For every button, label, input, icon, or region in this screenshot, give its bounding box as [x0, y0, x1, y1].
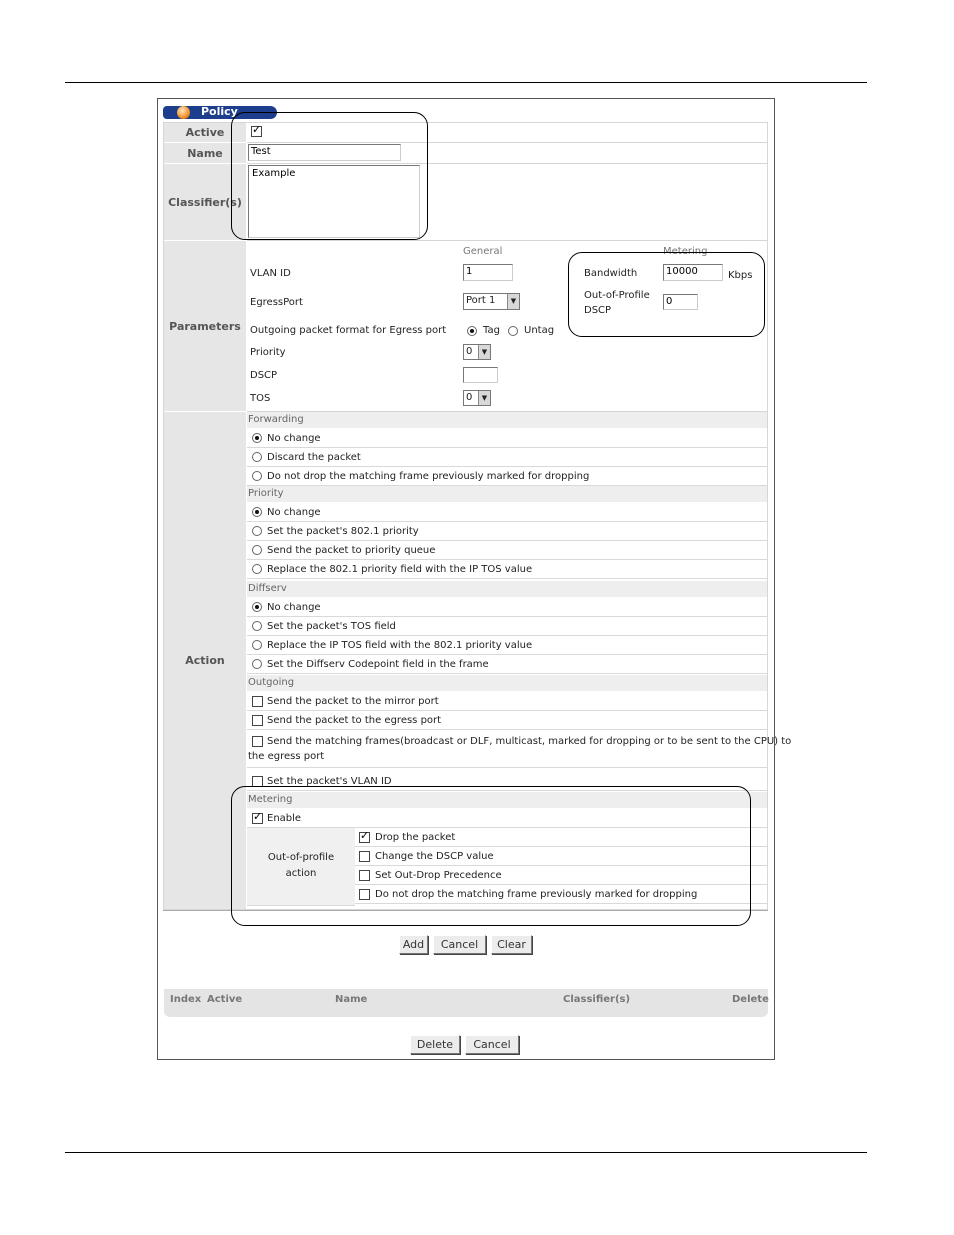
untag-radio[interactable] — [508, 326, 518, 336]
metering-section-header: Metering — [247, 792, 767, 808]
chevron-down-icon: ▼ — [478, 345, 490, 359]
diffserv-header: Diffserv — [247, 581, 767, 597]
metering-header: Metering — [663, 246, 708, 257]
row-divider — [247, 240, 767, 241]
priority-option-label: Set the packet's 802.1 priority — [267, 526, 419, 537]
diffserv-option-label: Set the Diffserv Codepoint field in the frame — [267, 659, 489, 670]
out-drop-precedence-checkbox[interactable] — [359, 870, 370, 881]
oop-dscp-input[interactable]: 0 — [663, 294, 698, 310]
diffserv-radio[interactable] — [252, 640, 262, 650]
outgoing-option-label: Send the packet to the egress port — [267, 715, 442, 726]
bandwidth-label: Bandwidth — [584, 268, 638, 279]
diffserv-option-row[interactable] — [247, 598, 767, 617]
dscp-input[interactable] — [463, 367, 498, 383]
policy-tab-title: Policy — [201, 105, 238, 118]
dscp-label: DSCP — [250, 370, 278, 381]
egress-port-label: EgressPort — [250, 297, 303, 308]
policy-tab — [163, 106, 277, 119]
classifier-option[interactable]: Example — [252, 168, 296, 179]
change-dscp-checkbox[interactable] — [359, 851, 370, 862]
policy-screen — [157, 98, 792, 1060]
classifiers-column-header: Classifier(s) — [563, 994, 631, 1005]
row-divider — [247, 163, 767, 164]
oop-action-label: Drop the packet — [375, 832, 456, 843]
priority-value: 0 — [466, 346, 473, 357]
outgoing-option-label-cont: the egress port — [248, 751, 325, 762]
forwarding-radio[interactable] — [252, 471, 262, 481]
oop-action-label: Do not drop the matching frame previously marked for dropping — [375, 889, 698, 900]
forwarding-header: Forwarding — [247, 412, 767, 428]
oop-action-row[interactable] — [355, 885, 767, 904]
name-input[interactable]: Test — [248, 144, 401, 161]
outgoing-option-label: Send the packet to the mirror port — [267, 696, 439, 707]
oop-action-label: Set Out-Drop Precedence — [375, 870, 502, 881]
index-column-header: Index — [170, 994, 202, 1005]
vlan-id-checkbox[interactable] — [252, 776, 263, 787]
forwarding-option-row[interactable] — [247, 429, 767, 448]
cancel-list-button[interactable]: Cancel — [465, 1035, 519, 1054]
outgoing-option-row[interactable] — [247, 692, 767, 711]
priority-option-label: No change — [267, 507, 321, 518]
name-label: Name — [164, 143, 246, 163]
diffserv-option-label: No change — [267, 602, 321, 613]
egress-port-value: Port 1 — [466, 295, 496, 306]
oop-dscp-label-1: Out-of-Profile — [584, 290, 650, 301]
priority-select[interactable] — [463, 344, 491, 360]
form-divider — [163, 910, 768, 911]
outgoing-option-row[interactable] — [247, 730, 792, 768]
tos-value: 0 — [466, 392, 473, 403]
diffserv-radio[interactable] — [252, 659, 262, 669]
metering-enable-label: Enable — [267, 813, 302, 824]
oop-action-label: Change the DSCP value — [375, 851, 494, 862]
oop-action-label-2: action — [285, 868, 317, 879]
diffserv-option-label: Set the packet's TOS field — [267, 621, 396, 632]
clear-button[interactable]: Clear — [491, 935, 532, 954]
top-rule — [65, 82, 867, 83]
forwarding-option-row[interactable] — [247, 448, 767, 467]
forwarding-option-label: No change — [267, 433, 321, 444]
bandwidth-input[interactable]: 10000 — [663, 264, 723, 281]
active-label: Active — [164, 123, 246, 142]
action-label: Action — [164, 412, 246, 909]
bandwidth-unit: Kbps — [728, 270, 753, 281]
vlan-id-label: VLAN ID — [250, 268, 291, 279]
priority-option-label: Send the packet to priority queue — [267, 545, 436, 556]
add-button[interactable]: Add — [399, 935, 428, 954]
forwarding-radio[interactable] — [252, 433, 262, 443]
active-column-header: Active — [207, 994, 243, 1005]
diffserv-radio[interactable] — [252, 602, 262, 612]
priority-radio[interactable] — [252, 564, 262, 574]
priority-header: Priority — [247, 486, 767, 502]
delete-column-header: Delete — [732, 994, 769, 1005]
tos-label: TOS — [250, 393, 271, 404]
forwarding-radio[interactable] — [252, 452, 262, 462]
vlan-id-input[interactable]: 1 — [463, 264, 513, 281]
priority-label: Priority — [250, 347, 286, 358]
priority-option-row[interactable] — [247, 522, 767, 541]
tos-select[interactable] — [463, 390, 491, 406]
row-divider — [247, 142, 767, 143]
outgoing-option-label: Send the matching frames(broadcast or DLF, multicast, marked for dropping or to be sent to the CPU) to — [267, 736, 792, 747]
priority-option-label: Replace the 802.1 priority field with the IP TOS value — [267, 564, 533, 575]
outgoing-option-row[interactable] — [247, 711, 767, 730]
policy-list-header — [164, 989, 768, 1017]
outgoing-format-label: Outgoing packet format for Egress port — [250, 325, 447, 336]
untag-label: Untag — [524, 325, 555, 336]
diffserv-option-label: Replace the IP TOS field with the 802.1 priority value — [267, 640, 533, 651]
oop-action-row[interactable] — [355, 828, 767, 847]
mirror-port-checkbox[interactable] — [252, 696, 263, 707]
priority-option-row[interactable] — [247, 560, 767, 579]
parameters-label: Parameters — [164, 241, 246, 411]
diffserv-option-row[interactable] — [247, 655, 767, 674]
tag-label: Tag — [483, 325, 500, 336]
egress-port-select[interactable] — [463, 293, 520, 310]
classifier-listbox[interactable] — [248, 165, 420, 238]
diffserv-option-row[interactable] — [247, 636, 767, 655]
tag-radio[interactable] — [467, 326, 477, 336]
classifier-label: Classifier(s) — [164, 164, 246, 240]
bottom-rule — [65, 1152, 867, 1153]
oop-action-row[interactable] — [355, 866, 767, 885]
diffserv-radio[interactable] — [252, 621, 262, 631]
active-checkbox[interactable] — [251, 126, 262, 137]
forwarding-option-label: Do not drop the matching frame previously marked for dropping — [267, 471, 590, 482]
general-header: General — [463, 246, 503, 257]
chevron-down-icon: ▼ — [478, 391, 490, 405]
oop-action-cell — [247, 828, 355, 906]
metering-enable-row[interactable] — [247, 809, 767, 828]
forwarding-option-row[interactable] — [247, 467, 767, 486]
oop-action-label-1: Out-of-profile — [267, 852, 335, 863]
forwarding-option-label: Discard the packet — [267, 452, 361, 463]
egress-port-checkbox[interactable] — [252, 715, 263, 726]
delete-button[interactable]: Delete — [410, 1035, 460, 1054]
policy-orb-icon — [177, 106, 190, 119]
oop-dscp-label-2: DSCP — [584, 305, 612, 316]
outgoing-header: Outgoing — [247, 675, 767, 691]
do-not-drop-checkbox[interactable] — [359, 889, 370, 900]
metering-enable-checkbox[interactable] — [252, 813, 263, 824]
drop-packet-checkbox[interactable] — [359, 832, 370, 843]
priority-radio[interactable] — [252, 545, 262, 555]
name-column-header: Name — [335, 994, 368, 1005]
priority-option-row[interactable] — [247, 541, 767, 560]
oop-action-row[interactable] — [355, 847, 767, 866]
priority-radio[interactable] — [252, 507, 262, 517]
outgoing-option-label: Set the packet's VLAN ID — [267, 776, 392, 787]
priority-radio[interactable] — [252, 526, 262, 536]
cancel-button[interactable]: Cancel — [433, 935, 486, 954]
chevron-down-icon: ▼ — [507, 294, 519, 309]
outgoing-option-row[interactable] — [247, 768, 767, 791]
diffserv-option-row[interactable] — [247, 617, 767, 636]
matching-frames-checkbox[interactable] — [252, 736, 263, 747]
priority-option-row[interactable] — [247, 503, 767, 522]
